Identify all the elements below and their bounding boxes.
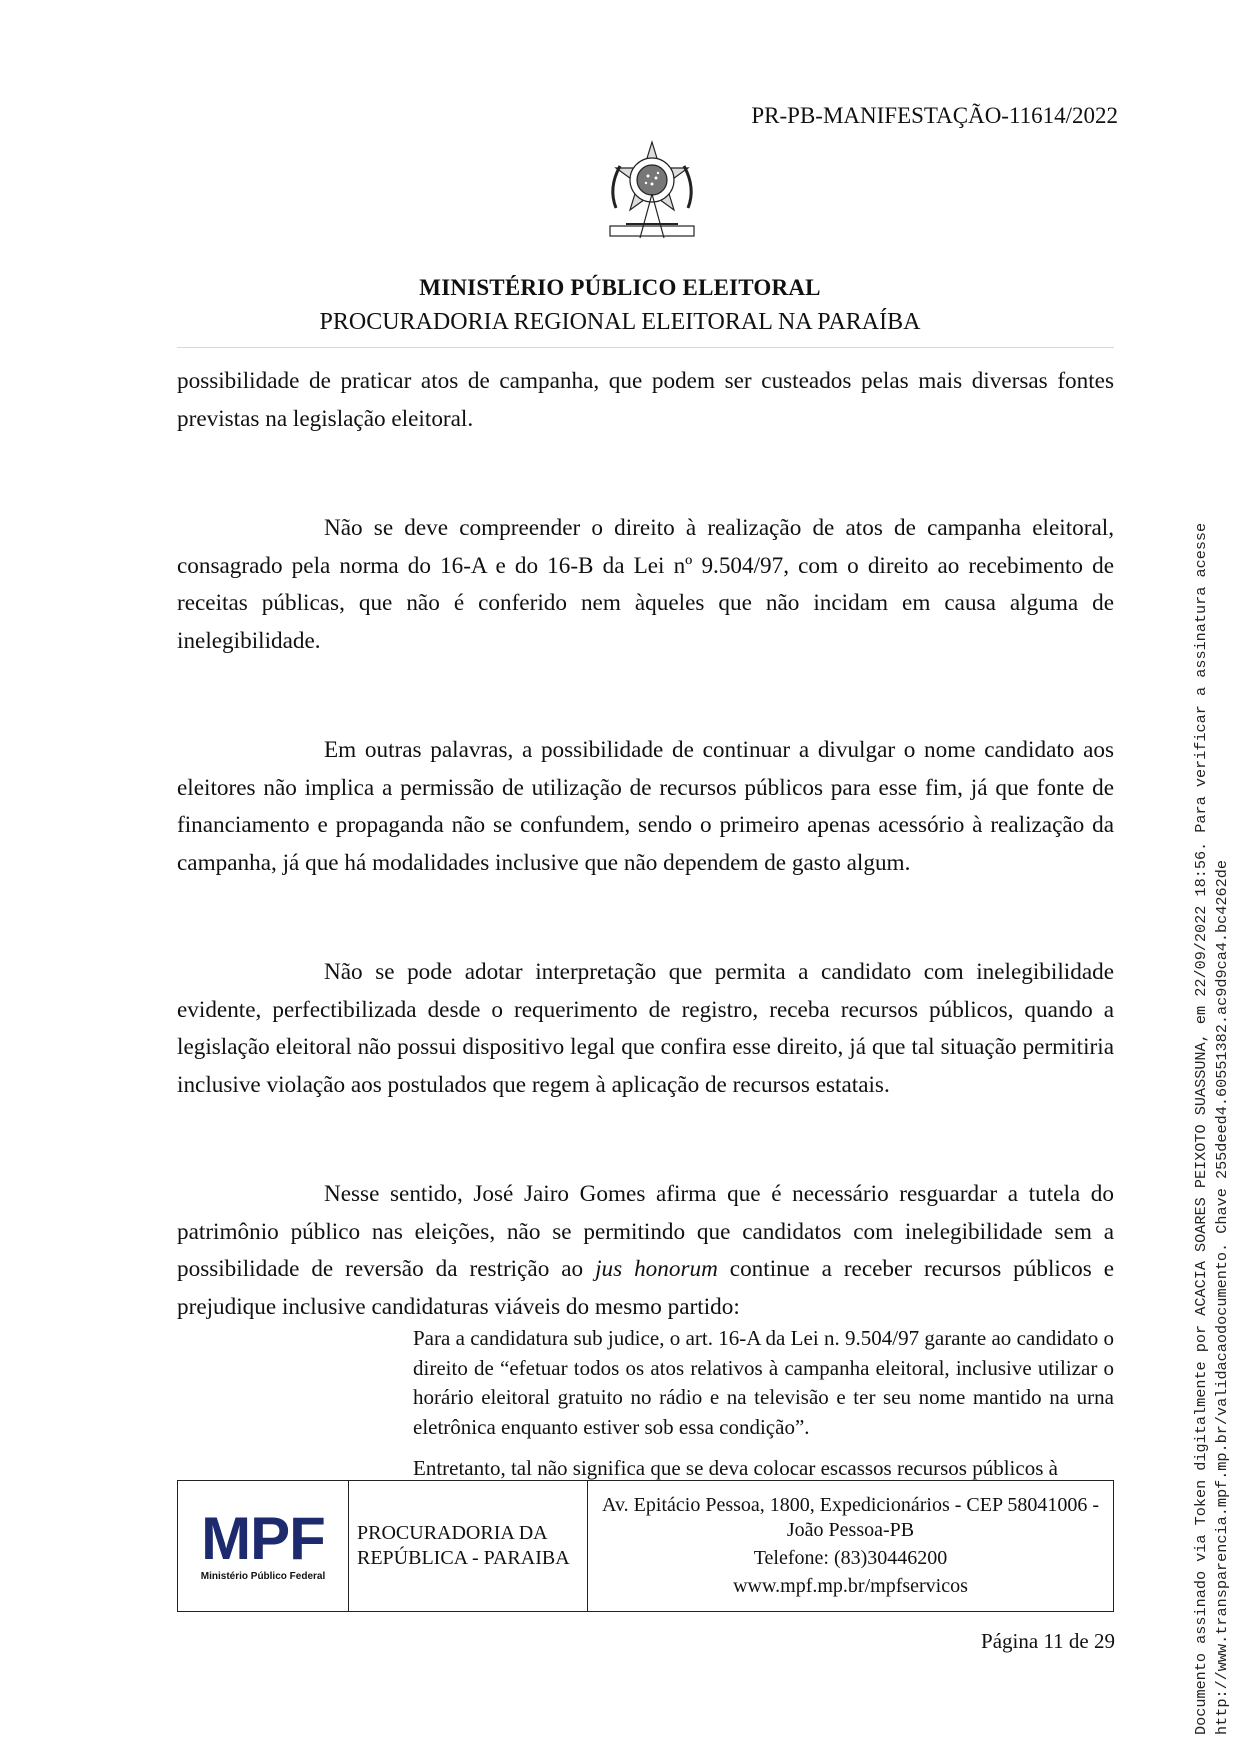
contact-cell [588,1481,1114,1612]
paragraph-3: Em outras palavras, a possibilidade de continuar a divulgar o nome candidato aos eleitores não implica a permissão de utilização de recursos públicos para esse fim, já que fonte de financiamento e propaganda não se confundem, sendo o primeiro apenas acessório à realização da campanha, já que há modalidades inclusive que não dependem de gasto algum. [177,737,1114,876]
mpf-logo [200,1504,326,1582]
logo-cell [178,1481,349,1612]
paragraph-5-text-a: Nesse sentido, José Jairo Gomes afirma que é necessário resguardar a tutela do patrimônio público nas eleições, não se permitindo que candidatos com inelegibilidade sem a possibilidade de reversão da restrição ao [177,1181,1114,1282]
paragraph-5-text-b: continue a receber recursos públicos e prejudique inclusive candidaturas viáveis do mesmo partido: [177,1256,1114,1320]
signature-line-1: Documento assinado via Token digitalmente por ACACIA SOARES PEIXOTO SUASSUNA, em 22/09/2022 18:56. Para verificar a assinatura acesse [1192,522,1210,1735]
latin-term: jus honorum [595,1256,718,1282]
brazil-coat-of-arms-icon [596,138,708,250]
paragraph-4: Não se pode adotar interpretação que permita a candidato com inelegibilidade evidente, perfectibilizada desde o requerimento de registro, receba recursos públicos, quando a legislação eleitoral não possui dispositivo legal que confira esse direito, já que tal situação permitiria inclusive violação aos postulados que regem à aplicação de recursos estatais. [177,959,1114,1098]
procuradoria-cell [349,1481,588,1612]
address: Av. Epitácio Pessoa, 1800, Expedicionários - CEP 58041006 - João Pessoa-PB [602,1494,1099,1541]
mpf-logo-caption: Ministério Público Federal [200,1570,326,1582]
organization-title: MINISTÉRIO PÚBLICO ELEITORAL [419,275,821,300]
website: www.mpf.mp.br/mpfservicos [733,1575,968,1597]
procuradoria-name: PROCURADORIA DA REPÚBLICA - PARAIBA [357,1522,570,1569]
digital-signature-stamp [1191,355,1233,1735]
footer-table [177,1480,1114,1612]
block-quote [413,1324,1114,1496]
paragraph-2: Não se deve compreender o direito à realização de atos de campanha eleitoral, consagrado pela norma do 16-A e do 16-B da Lei nº 9.504/97, com o direito ao recebimento de receitas públicas, que não é conferido nem àqueles que não incidam em causa alguma de inelegibilidade. [177,515,1114,654]
paragraph-5 [177,1176,1114,1326]
document-body [177,363,1114,1398]
paragraph-1: possibilidade de praticar atos de campanha, que podem ser custeados pelas mais diversas fontes previstas na legislação eleitoral. [177,368,1114,432]
phone: Telefone: (83)30446200 [753,1547,948,1569]
document-number: PR-PB-MANIFESTAÇÃO-11614/2022 [751,103,1118,128]
quote-paragraph-1: Para a candidatura sub judice, o art. 16-A da Lei n. 9.504/97 garante ao candidato o direito de “efetuar todos os atos relativos à campanha eleitoral, inclusive utilizar o horário eleitoral gratuito no rádio e na televisão e ter seu nome mantido na urna eletrônica enquanto estiver sob essa condição”. [413,1326,1114,1439]
header-divider [177,347,1114,348]
mpf-logo-text: MPF [201,1504,325,1572]
quote-paragraph-2: Entretanto, tal não significa que se deva colocar escassos recursos públicos à [413,1456,1058,1480]
signature-line-2: http://www.transparencia.mpf.mp.br/validacaodocumento. Chave 255deed4.60551382.ac9d9ca4.bc4262de [1213,860,1231,1735]
page-number: Página 11 de 29 [981,1629,1115,1653]
organization-subtitle: PROCURADORIA REGIONAL ELEITORAL NA PARAÍBA [319,309,921,335]
